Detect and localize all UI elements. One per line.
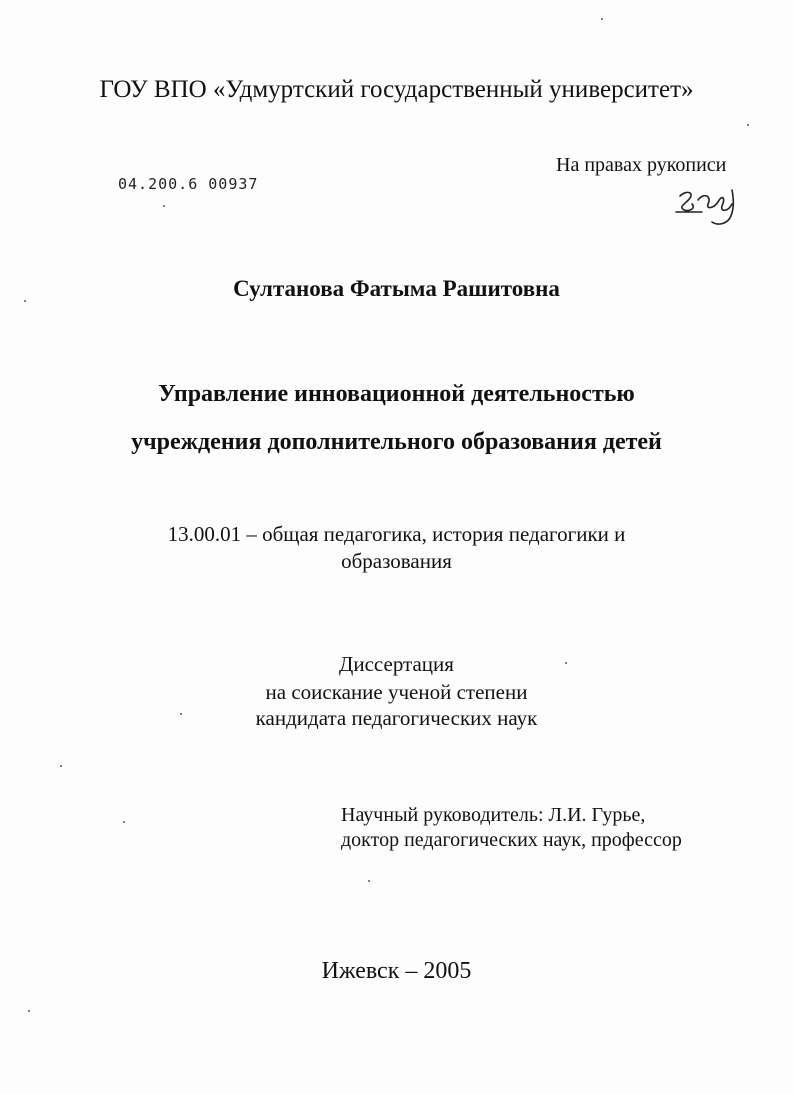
supervisor-line-1: Научный руководитель: Л.И. Гурье, (341, 804, 646, 826)
scan-speck (601, 18, 603, 20)
scan-speck (24, 300, 26, 302)
degree-line-2: на соискание ученой степени (265, 680, 528, 704)
archive-stamp: 04.200.6 00937 (118, 175, 259, 193)
scan-speck (163, 205, 165, 207)
specialty-line-2: образования (341, 549, 452, 573)
scan-speck (60, 765, 62, 767)
dissertation-title-line-1: Управление инновационной деятельностью (158, 381, 635, 407)
scan-speck (368, 880, 370, 882)
dissertation-title-line-2: учреждения дополнительного образования детей (131, 429, 662, 455)
organization-header: ГОУ ВПО «Удмуртский государственный университет» (99, 76, 694, 103)
scan-speck (747, 124, 749, 126)
degree-line-3: кандидата педагогических наук (255, 706, 538, 730)
supervisor-line-2: доктор педагогических наук, профессор (341, 829, 682, 851)
city-year: Ижевск – 2005 (321, 958, 472, 984)
scan-speck (28, 1010, 30, 1012)
scan-speck (565, 662, 567, 664)
scan-speck (180, 713, 182, 715)
degree-line-1: Диссертация (339, 652, 454, 676)
author-name: Султанова Фатыма Рашитовна (233, 276, 560, 301)
scan-speck (123, 821, 125, 823)
specialty-line-1: 13.00.01 – общая педагогика, история педагогики и (167, 522, 626, 546)
rights-note: На правах рукописи (556, 154, 727, 176)
handwritten-signature (672, 182, 752, 228)
